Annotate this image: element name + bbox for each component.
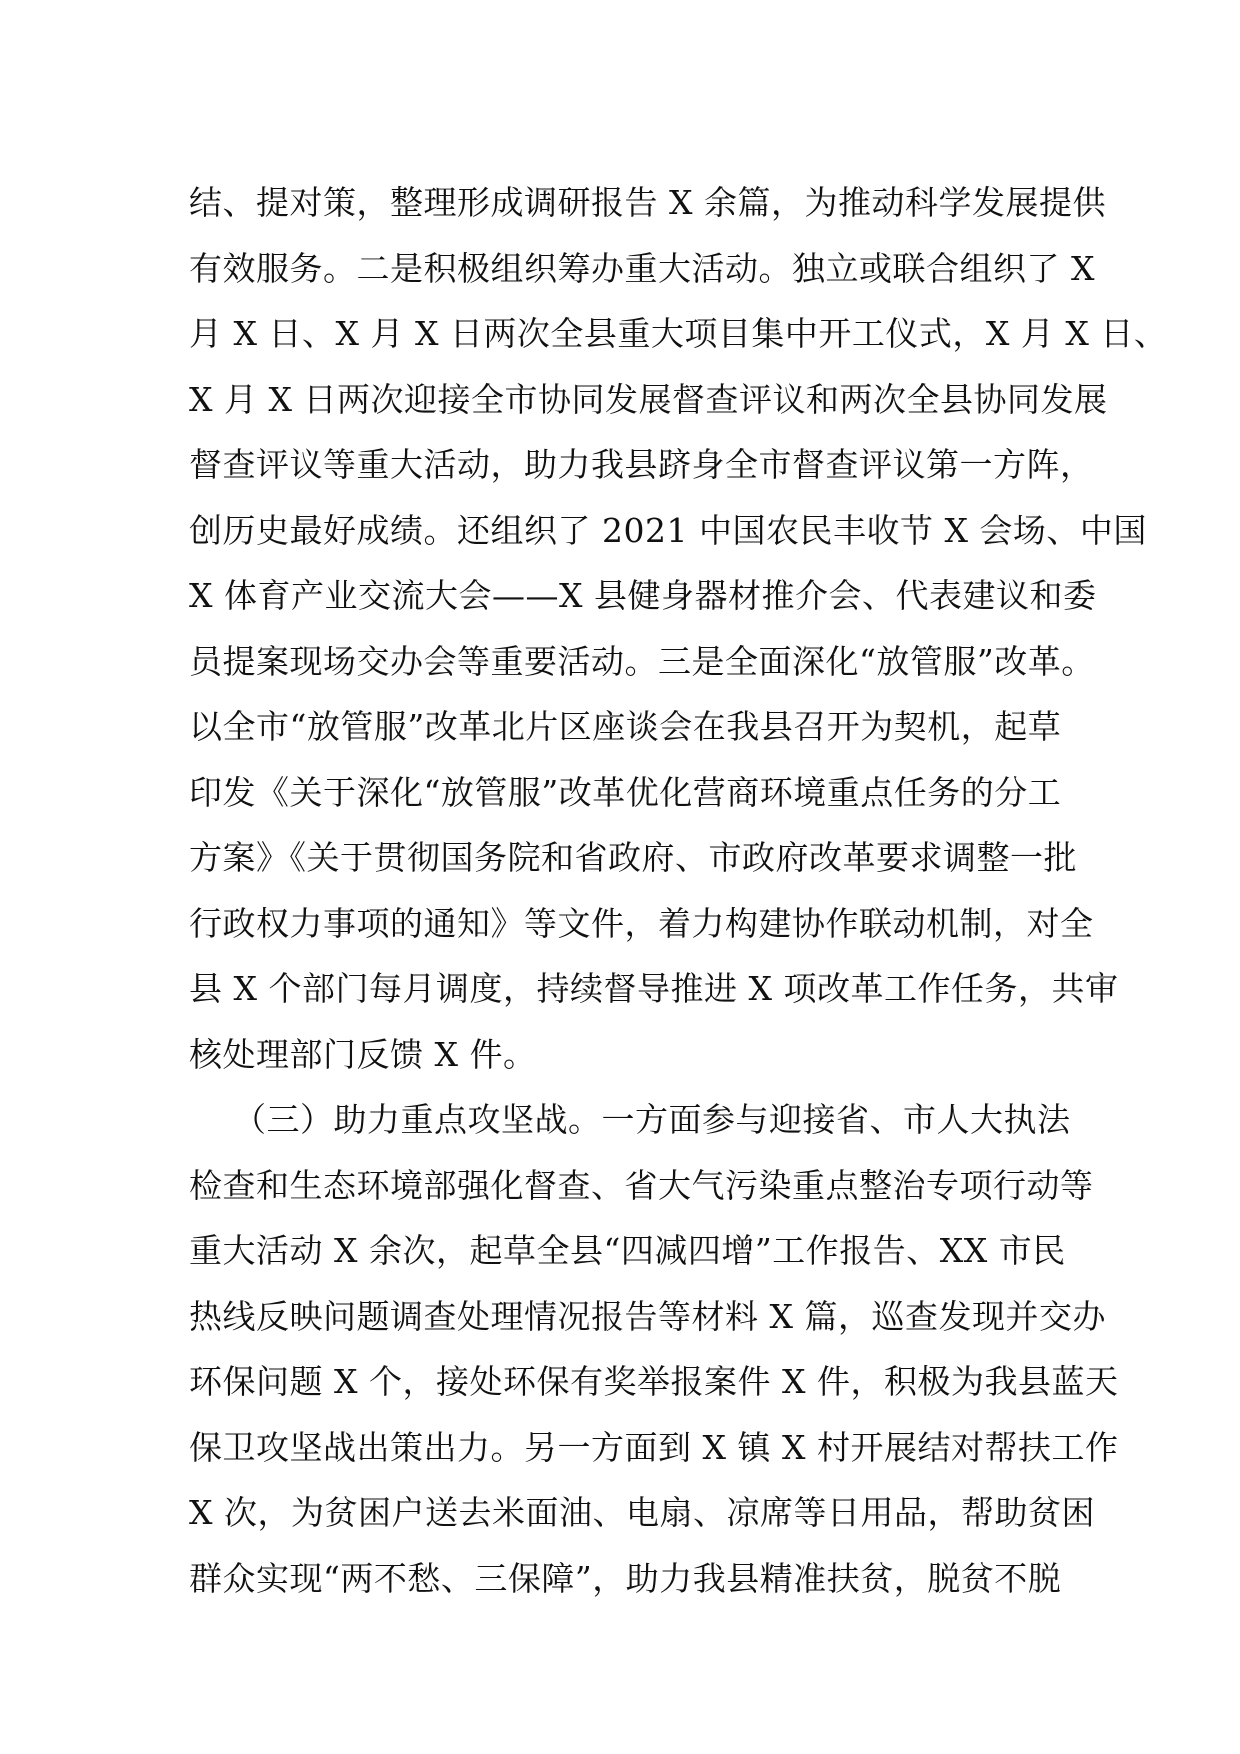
text-line: 检查和生态环境部强化督查、省大气污染重点整治专项行动等 [189,1165,1094,1205]
text-line: 热线反映问题调查处理情况报告等材料 X 篇，巡查发现并交办 [189,1296,1106,1336]
text-line: 重大活动 X 余次，起草全县“四减四增”工作报告、XX 市民 [189,1231,1066,1270]
section-heading-line: （三）助力重点攻坚战。一方面参与迎接省、市人大执法 [189,1100,1071,1139]
text-line: 员提案现场交办会等重要活动。三是全面深化“放管服”改革。 [189,641,1095,681]
text-line: X 体育产业交流大会——X 县健身器材推介会、代表建议和委 [189,576,1097,615]
text-line: X 月 X 日两次迎接全市协同发展督查评议和两次全县协同发展 [189,379,1108,419]
text-line: 方案》《关于贯彻国务院和省政府、市政府改革要求调整一批 [189,838,1077,877]
text-line: 群众实现“两不愁、三保障”，助力我县精准扶贫，脱贫不脱 [189,1558,1062,1598]
text-line: 结、提对策，整理形成调研报告 X 余篇，为推动科学发展提供 [189,183,1106,222]
text-line: 创历史最好成绩。还组织了 2021 中国农民丰收节 X 会场、中国 [189,510,1147,550]
text-line: 有效服务。二是积极组织筹办重大活动。独立或联合组织了 X [189,248,1095,288]
text-line: 县 X 个部门每月调度，持续督导推进 X 项改革工作任务，共审 [189,969,1119,1008]
body-text [189,170,1168,1611]
text-line: 保卫攻坚战出策出力。另一方面到 X 镇 X 村开展结对帮扶工作 [189,1427,1119,1467]
text-line: 环保问题 X 个，接处环保有奖举报案件 X 件，积极为我县蓝天 [189,1362,1119,1401]
text-line: 行政权力事项的通知》等文件，着力构建协作联动机制，对全 [189,903,1094,943]
text-line: 印发《关于深化“放管服”改革优化营商环境重点任务的分工 [189,772,1062,812]
text-line: X 次，为贫困户送去米面油、电扇、凉席等日用品，帮助贫困 [189,1493,1095,1532]
text-line: 月 X 日、X 月 X 日两次全县重大项目集中开工仪式，X 月 X 日、 [189,314,1168,353]
text-line: 以全市“放管服”改革北片区座谈会在我县召开为契机，起草 [189,707,1062,746]
text-line: 督查评议等重大活动，助力我县跻身全市督查评议第一方阵， [189,445,1094,484]
text-line: 核处理部门反馈 X 件。 [189,1034,537,1074]
